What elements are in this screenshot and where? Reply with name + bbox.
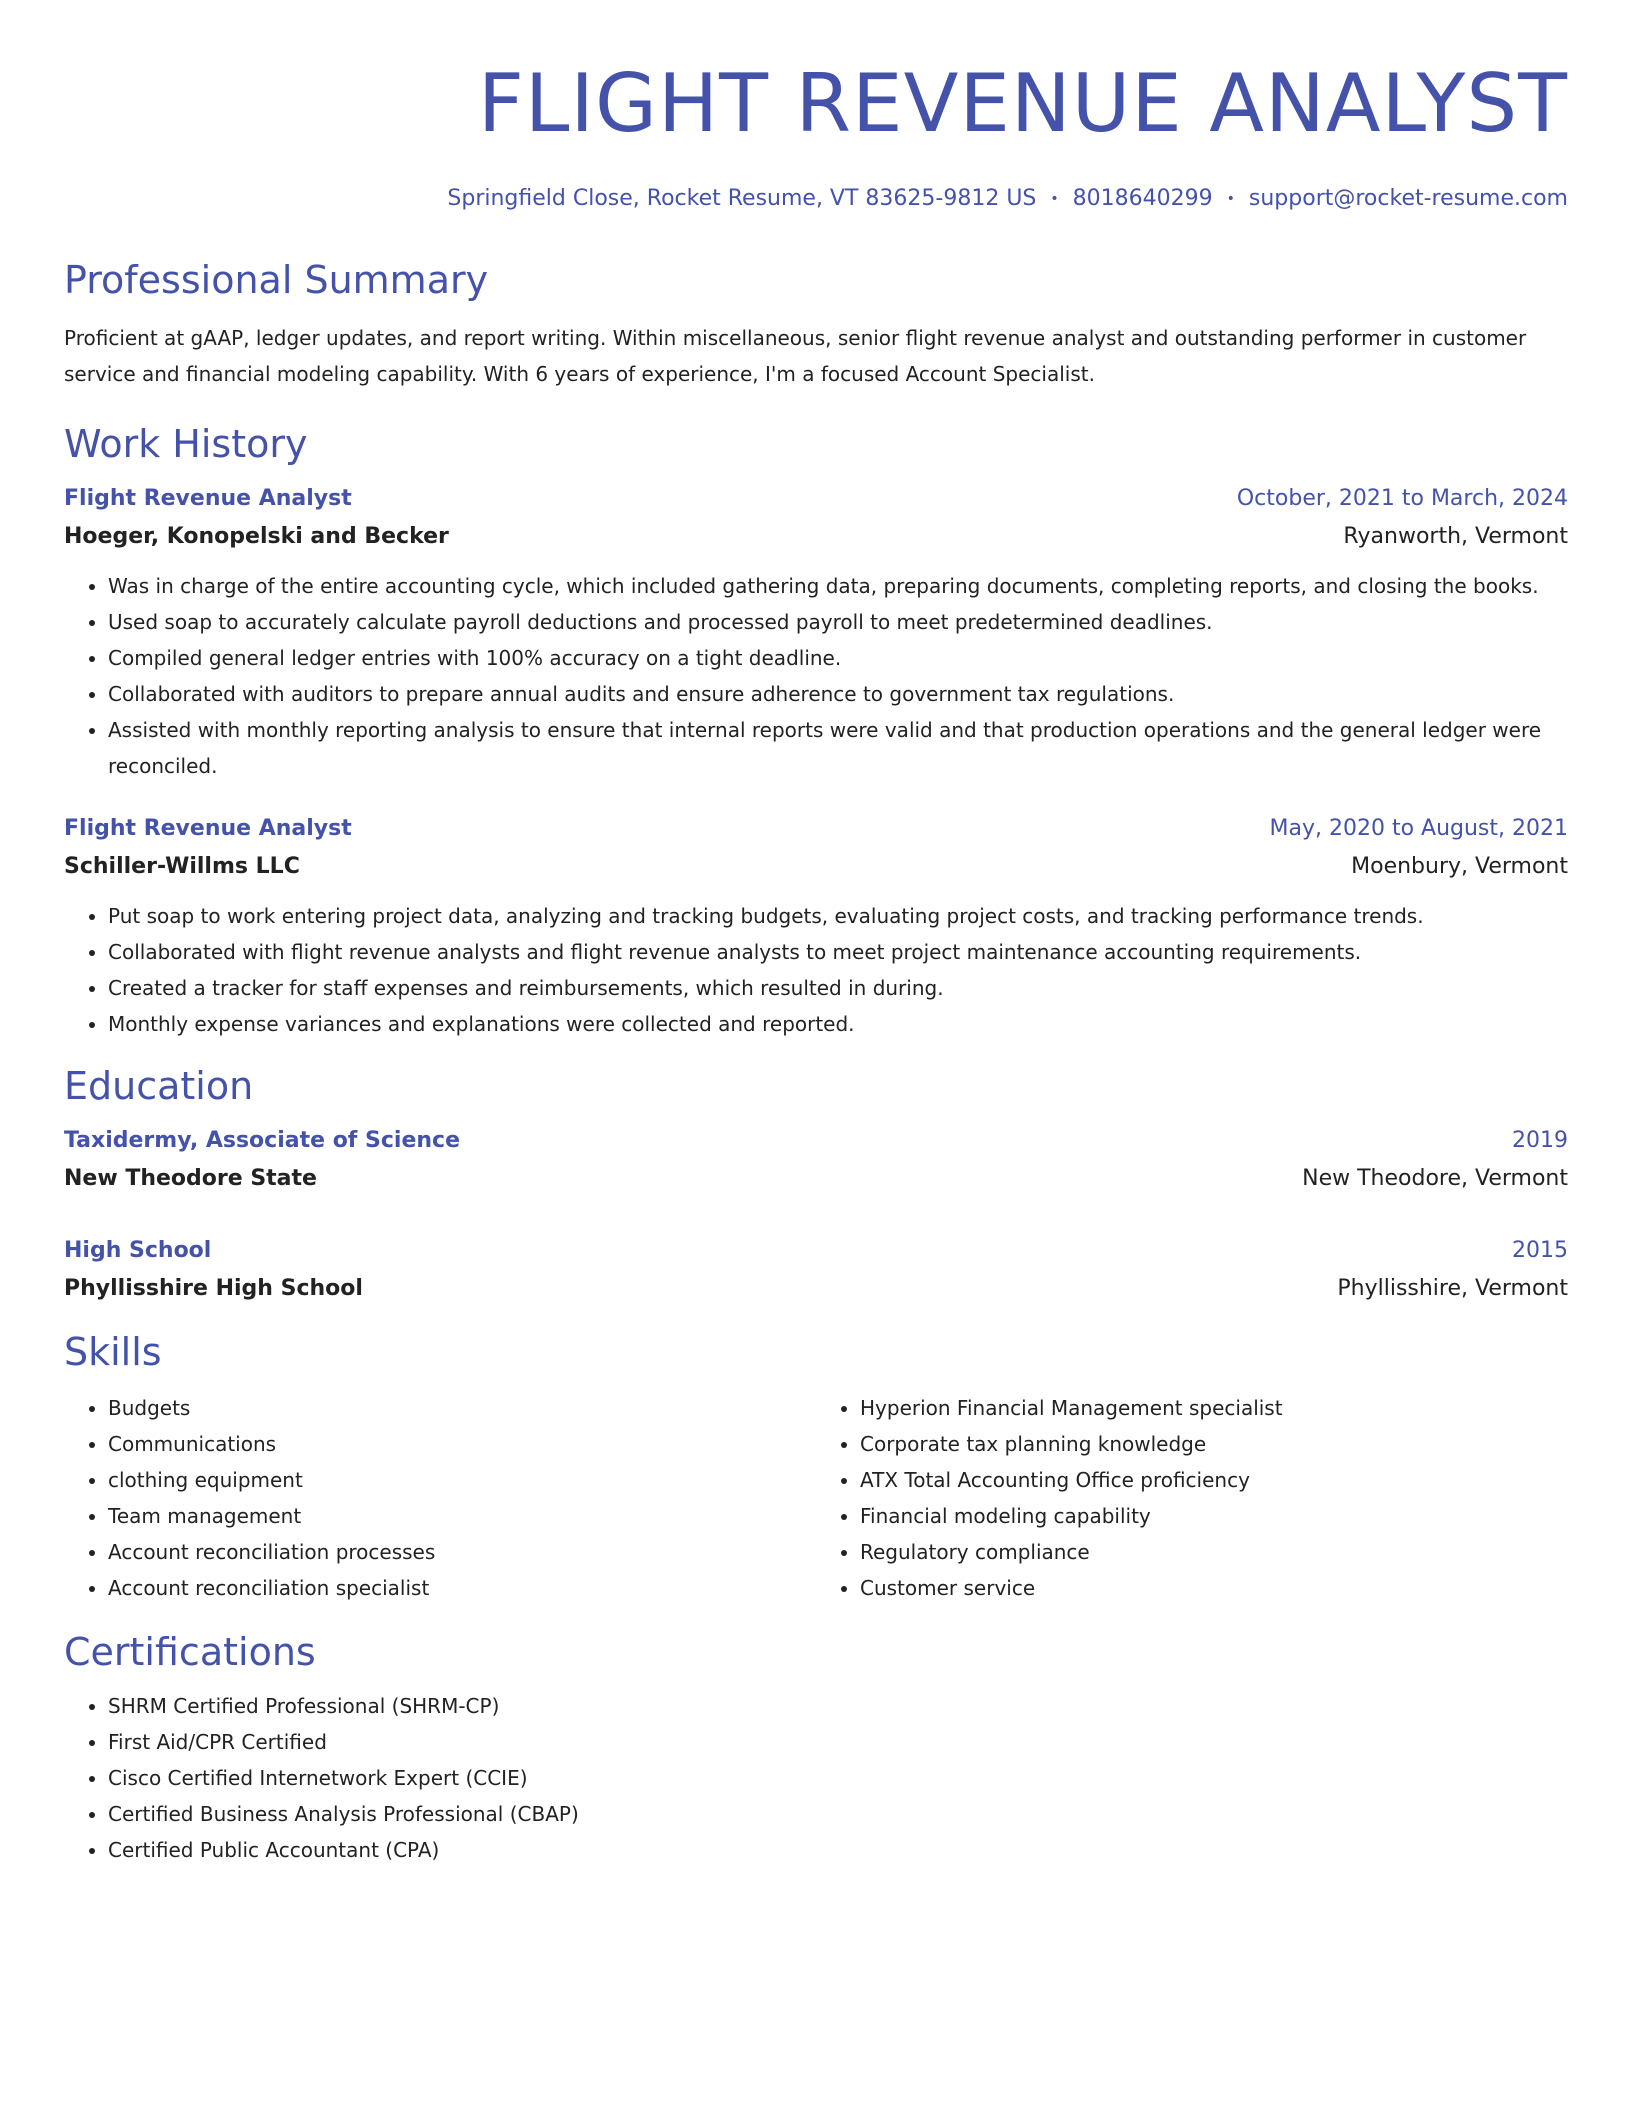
education-entry: [64, 1232, 1568, 1308]
contact-email: support@rocket-resume.com: [1248, 186, 1568, 211]
skills-column-right: [816, 1390, 1568, 1606]
education-section: [64, 1062, 1568, 1308]
section-title-summary: Professional Summary: [64, 258, 489, 302]
skill-item: • Hyperion Financial Management specialist: [860, 1390, 1568, 1426]
contact-phone: 8018640299: [1072, 186, 1213, 211]
section-title-education: Education: [64, 1064, 254, 1108]
certification-item: • Certified Public Accountant (CPA): [108, 1832, 1568, 1868]
summary-section: [64, 256, 1568, 392]
job-subheader: [64, 848, 1568, 886]
skill-item: • ATX Total Accounting Office proficiency: [860, 1462, 1568, 1498]
education-header: [64, 1232, 1568, 1270]
education-degree: High School: [64, 1238, 212, 1263]
job-bullets: [64, 568, 1568, 784]
skills-column-left: [64, 1390, 816, 1606]
job-company: Schiller-Willms LLC: [64, 854, 300, 879]
candidate-title: FLIGHT REVENUE ANALYST: [477, 57, 1568, 150]
certification-item: • Cisco Certified Internetwork Expert (CCIE): [108, 1760, 1568, 1796]
contact-line: [64, 184, 1568, 214]
job-bullet: • Created a tracker for staff expenses and reimbursements, which resulted in during.: [108, 970, 1568, 1006]
job-company: Hoeger, Konopelski and Becker: [64, 524, 449, 549]
job-location: Moenbury, Vermont: [1351, 854, 1568, 879]
skill-item: • Corporate tax planning knowledge: [860, 1426, 1568, 1462]
education-degree: Taxidermy, Associate of Science: [64, 1128, 461, 1153]
skill-item: • clothing equipment: [108, 1462, 816, 1498]
education-header: [64, 1122, 1568, 1160]
certification-item: • Certified Business Analysis Professional (CBAP): [108, 1796, 1568, 1832]
job-title: Flight Revenue Analyst: [64, 816, 352, 841]
job-bullet: • Was in charge of the entire accounting cycle, which included gathering data, preparing documents, completing reports, and closing the books.: [108, 568, 1568, 604]
contact-separator: •: [1226, 191, 1235, 207]
job-header: [64, 810, 1568, 848]
education-location: Phyllisshire, Vermont: [1337, 1276, 1568, 1301]
certification-item: • SHRM Certified Professional (SHRM-CP): [108, 1688, 1568, 1724]
skill-item: • Budgets: [108, 1390, 816, 1426]
job-dates: May, 2020 to August, 2021: [1269, 816, 1568, 841]
job-bullet: • Put soap to work entering project data, analyzing and tracking budgets, evaluating project costs, and tracking performance trends.: [108, 898, 1568, 934]
education-entry: [64, 1122, 1568, 1198]
skill-item: • Regulatory compliance: [860, 1534, 1568, 1570]
skill-item: • Account reconciliation specialist: [108, 1570, 816, 1606]
certifications-section: [64, 1628, 1568, 1868]
skill-item: • Financial modeling capability: [860, 1498, 1568, 1534]
job-entry: [64, 480, 1568, 784]
education-subheader: [64, 1270, 1568, 1308]
skill-item: • Account reconciliation processes: [108, 1534, 816, 1570]
education-school: Phyllisshire High School: [64, 1276, 363, 1301]
job-bullets: [64, 898, 1568, 1042]
job-bullet: • Assisted with monthly reporting analysis to ensure that internal reports were valid and that production operations and the general ledger were reconciled.: [108, 712, 1568, 784]
section-title-work-history: Work History: [64, 422, 308, 466]
education-year: 2019: [1512, 1128, 1568, 1153]
certifications-list: [64, 1688, 1568, 1868]
job-bullet: • Monthly expense variances and explanations were collected and reported.: [108, 1006, 1568, 1042]
work-history-section: [64, 420, 1568, 1042]
skills-section: [64, 1328, 1568, 1606]
resume-header: [64, 56, 1568, 214]
job-header: [64, 480, 1568, 518]
contact-separator: •: [1050, 191, 1059, 207]
contact-address: Springfield Close, Rocket Resume, VT 83625-9812 US: [447, 186, 1037, 211]
job-location: Ryanworth, Vermont: [1343, 524, 1568, 549]
education-year: 2015: [1512, 1238, 1568, 1263]
education-subheader: [64, 1160, 1568, 1198]
job-bullet: • Collaborated with flight revenue analysts and flight revenue analysts to meet project maintenance accounting requirements.: [108, 934, 1568, 970]
job-bullet: • Compiled general ledger entries with 100% accuracy on a tight deadline.: [108, 640, 1568, 676]
job-dates: October, 2021 to March, 2024: [1236, 486, 1568, 511]
section-title-certifications: Certifications: [64, 1630, 316, 1674]
skills-grid: [64, 1390, 1568, 1606]
job-entry: [64, 810, 1568, 1042]
section-title-skills: Skills: [64, 1330, 162, 1374]
education-location: New Theodore, Vermont: [1302, 1166, 1568, 1191]
job-title: Flight Revenue Analyst: [64, 486, 352, 511]
job-bullet: • Used soap to accurately calculate payroll deductions and processed payroll to meet predetermined deadlines.: [108, 604, 1568, 640]
job-subheader: [64, 518, 1568, 556]
education-school: New Theodore State: [64, 1166, 317, 1191]
summary-text: Proficient at gAAP, ledger updates, and report writing. Within miscellaneous, senior flight revenue analyst and outstanding performer in customer service and financial modeling capability. With 6 years of experience, I'm a focused Account Specialist.: [64, 326, 1527, 386]
skill-item: • Communications: [108, 1426, 816, 1462]
skill-item: • Team management: [108, 1498, 816, 1534]
job-bullet: • Collaborated with auditors to prepare annual audits and ensure adherence to government tax regulations.: [108, 676, 1568, 712]
certification-item: • First Aid/CPR Certified: [108, 1724, 1568, 1760]
skill-item: • Customer service: [860, 1570, 1568, 1606]
